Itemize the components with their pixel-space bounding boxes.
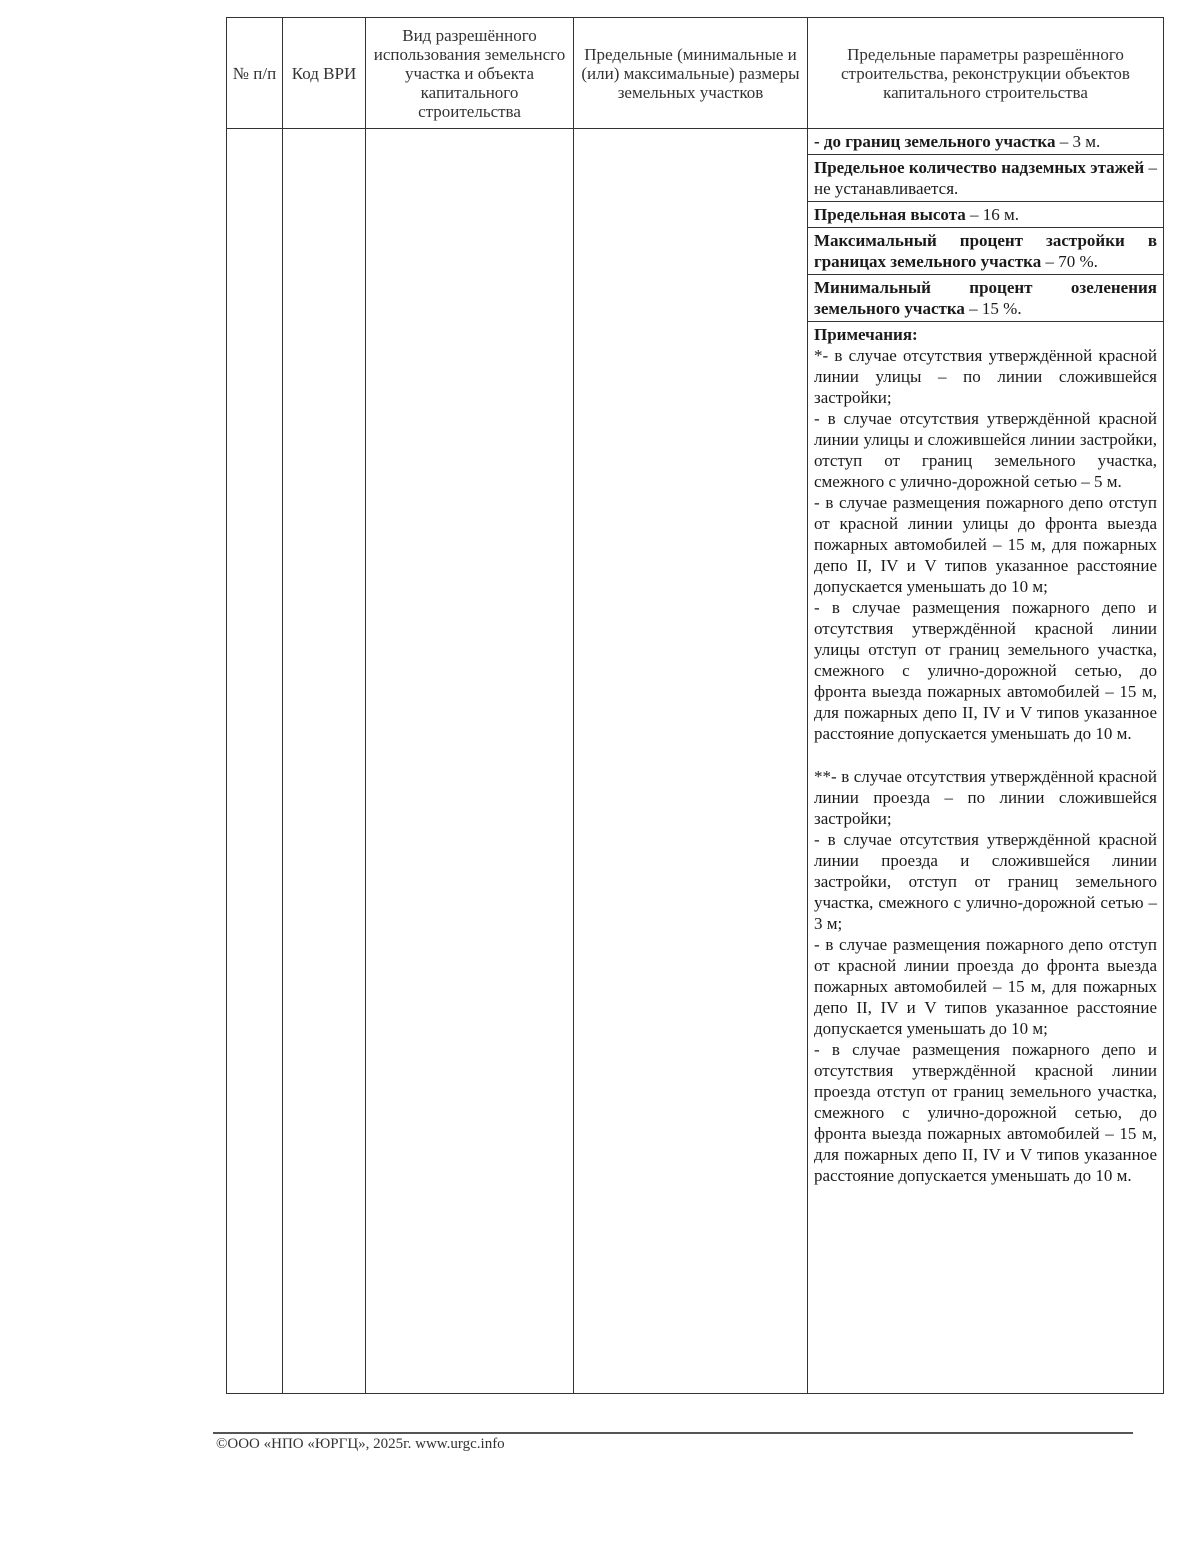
footer-divider [213,1432,1133,1434]
param-build-percent-value: – 70 %. [1041,252,1098,271]
header-num: № п/п [227,18,283,129]
param-setback [808,129,1163,155]
header-sizes: Предельные (минимальные и (или) максимальные) размеры земельных участков [574,18,808,129]
note-item: - в случае размещения пожарного депо отступ от красной линии проезда до фронта выезда пожарных автомобилей – 15 м, для пожарных депо II, IV и V типов указанное расстояние допускается уменьшать до 10 м; [814,935,1157,1038]
header-type: Вид разрешённого использования земельнсго участка и объекта капитального строительства [366,18,574,129]
note-item: **- в случае отсутствия утверждённой красной линии проезда – по линии сложившейся застройки; [814,767,1157,828]
header-params: Предельные параметры разрешённого строительства, реконструкции объектов капитального строительства [808,18,1164,129]
table-header-row [227,18,1164,129]
cell-code [283,129,366,1394]
regulations-table [226,17,1164,1394]
note-item: - в случае размещения пожарного депо и отсутствия утверждённой красной линии улицы отступ от границ земельного участка, смежного с улично-дорожной сетью, до фронта выезда пожарных автомобилей – 15 м, для пожарных депо II, IV и V типов указанное расстояние допускается уменьшать до 10 м. [814,598,1157,743]
notes-spacer [814,744,1157,766]
footer-copyright: ©ООО «НПО «ЮРГЦ», 2025г. www.urgc.info [216,1436,505,1452]
param-setback-value: – 3 м. [1055,132,1101,151]
param-floors [808,155,1163,202]
param-green-percent-value: – 15 %. [964,299,1022,318]
param-green-percent-label: Минимальный процент озеленения земельного участка [814,278,1157,318]
table-row [227,129,1164,1394]
param-build-percent-label: Максимальный процент застройки в границах земельного участка [814,231,1157,271]
note-item: - в случае отсутствия утверждённой красной линии проезда и сложившейся линии застройки, отступ от границ земельного участка, смежного с улично-дорожной сетью – 3 м; [814,830,1157,933]
header-code: Код ВРИ [283,18,366,129]
param-height-label: Предельная высота [814,205,966,224]
param-floors-value: – не устанавливается. [814,158,1158,198]
param-build-percent [808,228,1163,275]
param-floors-label: Предельное количество надземных этажей [814,158,1145,177]
cell-sizes [574,129,808,1394]
note-item: - в случае размещения пожарного депо и отсутствия утверждённой красной линии проезда отступ от границ земельного участка, смежного с улично-дорожной сетью, до фронта выезда пожарных автомобилей – 15 м, для пожарных депо II, IV и V типов указанное расстояние допускается уменьшать до 10 м. [814,1040,1157,1185]
note-item: - в случае отсутствия утверждённой красной линии улицы и сложившейся линии застройки, отступ от границ земельного участка, смежного с улично-дорожной сетью – 5 м. [814,409,1157,491]
param-green-percent [808,275,1163,322]
notes-title: Примечания: [814,325,918,344]
note-item: *- в случае отсутствия утверждённой красной линии улицы – по линии сложившейся застройки; [814,346,1157,407]
notes [808,322,1163,1188]
cell-type [366,129,574,1394]
param-height [808,202,1163,228]
param-setback-label: - до границ земельного участка [814,132,1056,151]
cell-num [227,129,283,1394]
note-item: - в случае размещения пожарного депо отступ от красной линии улицы до фронта выезда пожарных автомобилей – 15 м, для пожарных депо II, IV и V типов указанное расстояние допускается уменьшать до 10 м; [814,493,1157,596]
param-height-value: – 16 м. [965,205,1020,224]
cell-params [808,129,1164,1394]
